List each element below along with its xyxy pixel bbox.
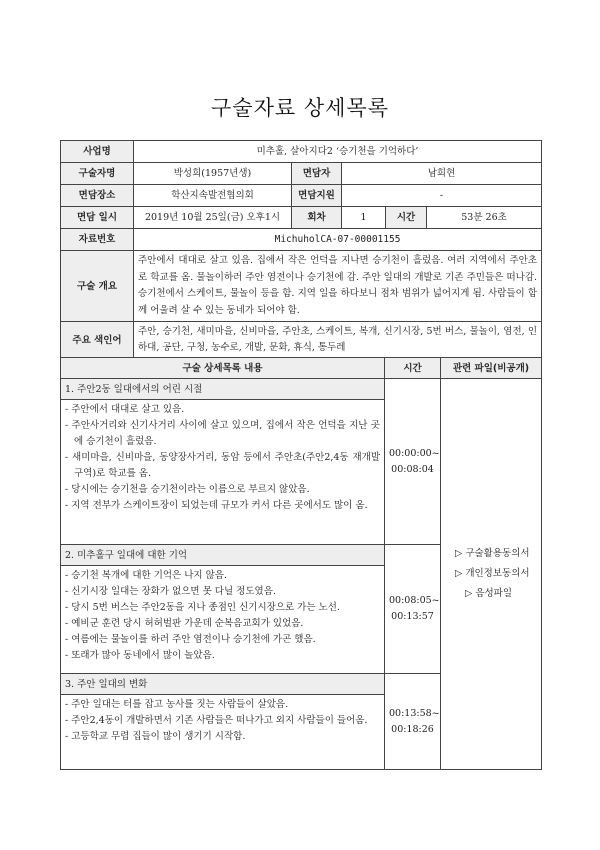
section-3-time-start: 00:13:58~ <box>389 707 440 719</box>
interviewer-value: 남희현 <box>342 163 542 185</box>
id-value: MichuholCA-07-00001155 <box>134 229 542 251</box>
list-item: - 여름에는 물놀이를 하러 주안 염전이나 승기천에 가곤 했음. <box>65 634 316 645</box>
support-label: 면담지원 <box>292 185 342 207</box>
list-item: - 당시에는 승기천을 승기천이라는 이름으로 부르지 않았음. <box>65 484 310 495</box>
related-files <box>441 379 542 770</box>
session-label: 회차 <box>292 207 342 229</box>
file-privacy[interactable]: ▷ 개인정보동의서 <box>455 568 530 579</box>
section-2-time-end: 00:13:57 <box>391 611 434 622</box>
col-files-header: 관련 파일(비공개) <box>441 358 542 379</box>
row-project <box>61 141 542 163</box>
project-value: 미추홀, 살아지다2 ‘승기천을 기억하다’ <box>134 141 542 163</box>
narrator-label: 구술자명 <box>61 163 134 185</box>
duration-value: 53분 26초 <box>427 207 542 229</box>
section-2-items <box>61 566 385 674</box>
place-label: 면담장소 <box>61 185 134 207</box>
section-1-time-start: 00:00:00~ <box>389 447 440 459</box>
list-item: - 승기천 복개에 대한 기억은 나지 않음. <box>65 570 228 581</box>
list-item: - 또래가 많아 동네에서 많이 놀았음. <box>65 650 215 661</box>
page-title: 구술자료 상세목록 <box>211 96 389 120</box>
row-date <box>61 207 542 229</box>
info-table <box>60 140 542 359</box>
keywords-value: 주안, 승기천, 새미마을, 신비마을, 주안초, 스케이트, 복개, 신기시장, 5번 버스, 물놀이, 염전, 인하대, 공단, 구청, 농수로, 개발, 문화, 휴식, 통두레 <box>134 322 542 359</box>
section-1-heading-row <box>61 379 542 400</box>
section-2-time <box>385 545 441 674</box>
section-3-time <box>385 674 441 770</box>
list-item: - 당시 5번 버스는 주안2동을 지나 종점인 신기시장으로 가는 노선. <box>65 602 340 613</box>
narrator-value: 박성희(1957년생) <box>134 163 292 185</box>
section-3-items <box>61 695 385 770</box>
date-label: 면담 일시 <box>61 207 134 229</box>
section-1-heading: 1. 주안2동 일대에서의 어린 시절 <box>61 379 385 400</box>
row-summary <box>61 251 542 322</box>
detail-table <box>60 357 542 770</box>
row-narrator <box>61 163 542 185</box>
list-item: - 주안사거리와 신기사거리 사이에 살고 있으며, 집에서 작은 언덕을 지난 곳에 승기천이 흘렀음. <box>65 420 380 447</box>
section-3-heading: 3. 주안 일대의 변화 <box>61 674 385 695</box>
list-item: - 예비군 훈련 당시 허허벌판 가운데 순복음교회가 있었음. <box>65 618 304 629</box>
project-label: 사업명 <box>61 141 134 163</box>
section-2-heading: 2. 미추홀구 일대에 대한 기억 <box>61 545 385 566</box>
row-keywords <box>61 322 542 359</box>
file-consent[interactable]: ▷ 구술활용동의서 <box>455 548 530 559</box>
col-content-header: 구술 상세목록 내용 <box>61 358 385 379</box>
keywords-label: 주요 색인어 <box>61 322 134 359</box>
date-value: 2019년 10월 25일(금) 오후1시 <box>134 207 292 229</box>
col-time-header: 시간 <box>385 358 441 379</box>
duration-label: 시간 <box>386 207 427 229</box>
list-item: - 주안2,4동이 개발하면서 기존 사람들은 떠나가고 외지 사람들이 들어옴. <box>65 715 368 726</box>
list-item: - 새미마을, 신비마을, 동양장사거리, 동암 등에서 주안초(주안2,4동 재개발구역)로 학교를 옴. <box>65 452 380 479</box>
list-item: - 신기시장 일대는 장화가 없으면 못 다닐 정도였음. <box>65 586 276 597</box>
summary-value: 주안에서 대대로 살고 있음. 집에서 작은 언덕을 지나면 승기천이 흘렀음. 여러 지역에서 주안초로 학교를 옴. 물놀이하러 주안 염전이나 승기천에 감. 주안 일대의 개발로 기존 주민들은 떠나감. 승기천에서 스케이트, 물놀이 등을 함. 지역 일을 하다보니 점차 범위가 넓어지게 됨. 사람들이 함께 어울려 살 수 있는 동네가 되어야 함. <box>134 251 542 322</box>
summary-label: 구술 개요 <box>61 251 134 322</box>
row-id <box>61 229 542 251</box>
detail-header-row <box>61 358 542 379</box>
section-2-time-start: 00:08:05~ <box>389 595 440 606</box>
list-item: - 지역 전부가 스케이트장이 되었는데 규모가 커서 다른 곳에서도 많이 옴. <box>65 500 368 511</box>
row-place <box>61 185 542 207</box>
section-1-time-end: 00:08:04 <box>391 463 434 475</box>
support-value: - <box>342 185 542 207</box>
interviewer-label: 면담자 <box>292 163 342 185</box>
section-3-time-end: 00:18:26 <box>391 723 434 735</box>
session-value: 1 <box>342 207 386 229</box>
id-label: 자료번호 <box>61 229 134 251</box>
list-item: - 주안에서 대대로 살고 있음. <box>65 404 185 415</box>
file-audio[interactable]: ▷ 음성파일 <box>465 588 513 599</box>
list-item: - 주안 일대는 터를 잡고 농사를 짓는 사람들이 살았음. <box>65 699 289 710</box>
list-item: - 고등학교 무렵 집들이 많이 생기기 시작함. <box>65 731 246 742</box>
section-1-items <box>61 400 385 545</box>
section-1-time <box>385 379 441 545</box>
place-value: 학산지속발전협의회 <box>134 185 292 207</box>
